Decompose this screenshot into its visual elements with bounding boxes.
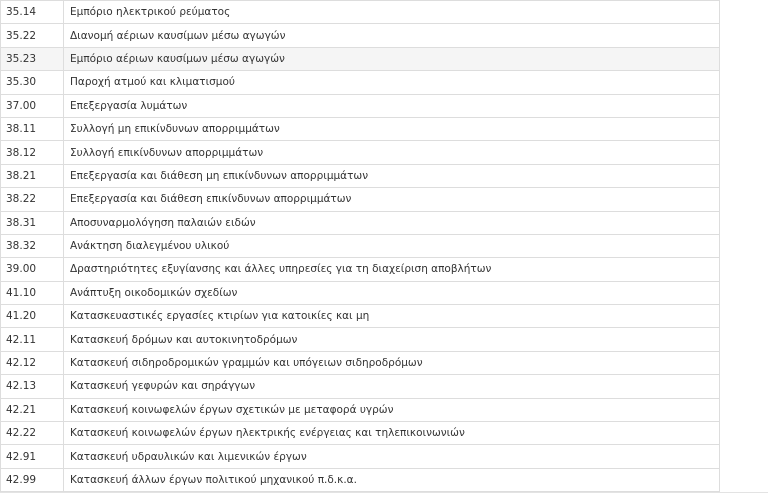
table-row	[1, 375, 720, 398]
activity-code: 38.11	[1, 117, 64, 140]
table-row-hovered	[1, 47, 720, 70]
activity-description: Κατασκευή δρόμων και αυτοκινητοδρόμων	[64, 328, 720, 351]
activity-code: 41.10	[1, 281, 64, 304]
activity-code: 35.14	[1, 1, 64, 24]
activity-description: Διανομή αέριων καυσίμων μέσω αγωγών	[64, 24, 720, 47]
activity-description: Εμπόριο ηλεκτρικού ρεύματος	[64, 1, 720, 24]
table-row	[1, 258, 720, 281]
activity-description: Κατασκευαστικές εργασίες κτιρίων για κατοικίες και μη	[64, 305, 720, 328]
table-row	[1, 188, 720, 211]
activity-description: Κατασκευή σιδηροδρομικών γραμμών και υπόγειων σιδηροδρόμων	[64, 351, 720, 374]
table-row	[1, 351, 720, 374]
activity-description: Παροχή ατμού και κλιματισμού	[64, 71, 720, 94]
table-row	[1, 445, 720, 468]
table-row	[1, 422, 720, 445]
activity-code: 35.23	[1, 47, 64, 70]
divider	[0, 492, 768, 493]
activity-code: 42.11	[1, 328, 64, 351]
activity-code: 41.20	[1, 305, 64, 328]
table-row	[1, 468, 720, 491]
table-row	[1, 71, 720, 94]
activity-description: Επεξεργασία και διάθεση επικίνδυνων απορριμμάτων	[64, 188, 720, 211]
table-row	[1, 117, 720, 140]
activity-description: Κατασκευή γεφυρών και σηράγγων	[64, 375, 720, 398]
activity-description: Συλλογή μη επικίνδυνων απορριμμάτων	[64, 117, 720, 140]
activity-code: 42.99	[1, 468, 64, 491]
activity-description: Κατασκευή άλλων έργων πολιτικού μηχανικού π.δ.κ.α.	[64, 468, 720, 491]
activity-description: Εμπόριο αέριων καυσίμων μέσω αγωγών	[64, 47, 720, 70]
table-row	[1, 1, 720, 24]
table-row	[1, 398, 720, 421]
activity-description: Ανάπτυξη οικοδομικών σχεδίων	[64, 281, 720, 304]
activity-description: Επεξεργασία λυμάτων	[64, 94, 720, 117]
activity-description: Αποσυναρμολόγηση παλαιών ειδών	[64, 211, 720, 234]
table-row	[1, 164, 720, 187]
table-row	[1, 328, 720, 351]
activity-code: 42.21	[1, 398, 64, 421]
activity-description: Δραστηριότητες εξυγίανσης και άλλες υπηρεσίες για τη διαχείριση αποβλήτων	[64, 258, 720, 281]
activity-description: Κατασκευή κοινωφελών έργων σχετικών με μεταφορά υγρών	[64, 398, 720, 421]
activity-code: 38.12	[1, 141, 64, 164]
activity-code: 42.13	[1, 375, 64, 398]
activity-description: Κατασκευή υδραυλικών και λιμενικών έργων	[64, 445, 720, 468]
table-row	[1, 24, 720, 47]
activity-code: 38.32	[1, 234, 64, 257]
activity-code: 38.31	[1, 211, 64, 234]
activity-code: 42.12	[1, 351, 64, 374]
activity-code: 38.22	[1, 188, 64, 211]
activity-code: 42.22	[1, 422, 64, 445]
activity-code: 42.91	[1, 445, 64, 468]
table-row	[1, 94, 720, 117]
table-row	[1, 281, 720, 304]
activity-code: 39.00	[1, 258, 64, 281]
activity-description: Επεξεργασία και διάθεση μη επικίνδυνων απορριμμάτων	[64, 164, 720, 187]
activity-description: Κατασκευή κοινωφελών έργων ηλεκτρικής ενέργειας και τηλεπικοινωνιών	[64, 422, 720, 445]
activity-code: 35.22	[1, 24, 64, 47]
activity-description: Ανάκτηση διαλεγμένου υλικού	[64, 234, 720, 257]
activity-codes-body	[1, 1, 720, 492]
activity-description: Συλλογή επικίνδυνων απορριμμάτων	[64, 141, 720, 164]
activity-code: 35.30	[1, 71, 64, 94]
table-row	[1, 211, 720, 234]
table-row	[1, 305, 720, 328]
activity-code: 38.21	[1, 164, 64, 187]
table-row	[1, 141, 720, 164]
table-row	[1, 234, 720, 257]
activity-code: 37.00	[1, 94, 64, 117]
